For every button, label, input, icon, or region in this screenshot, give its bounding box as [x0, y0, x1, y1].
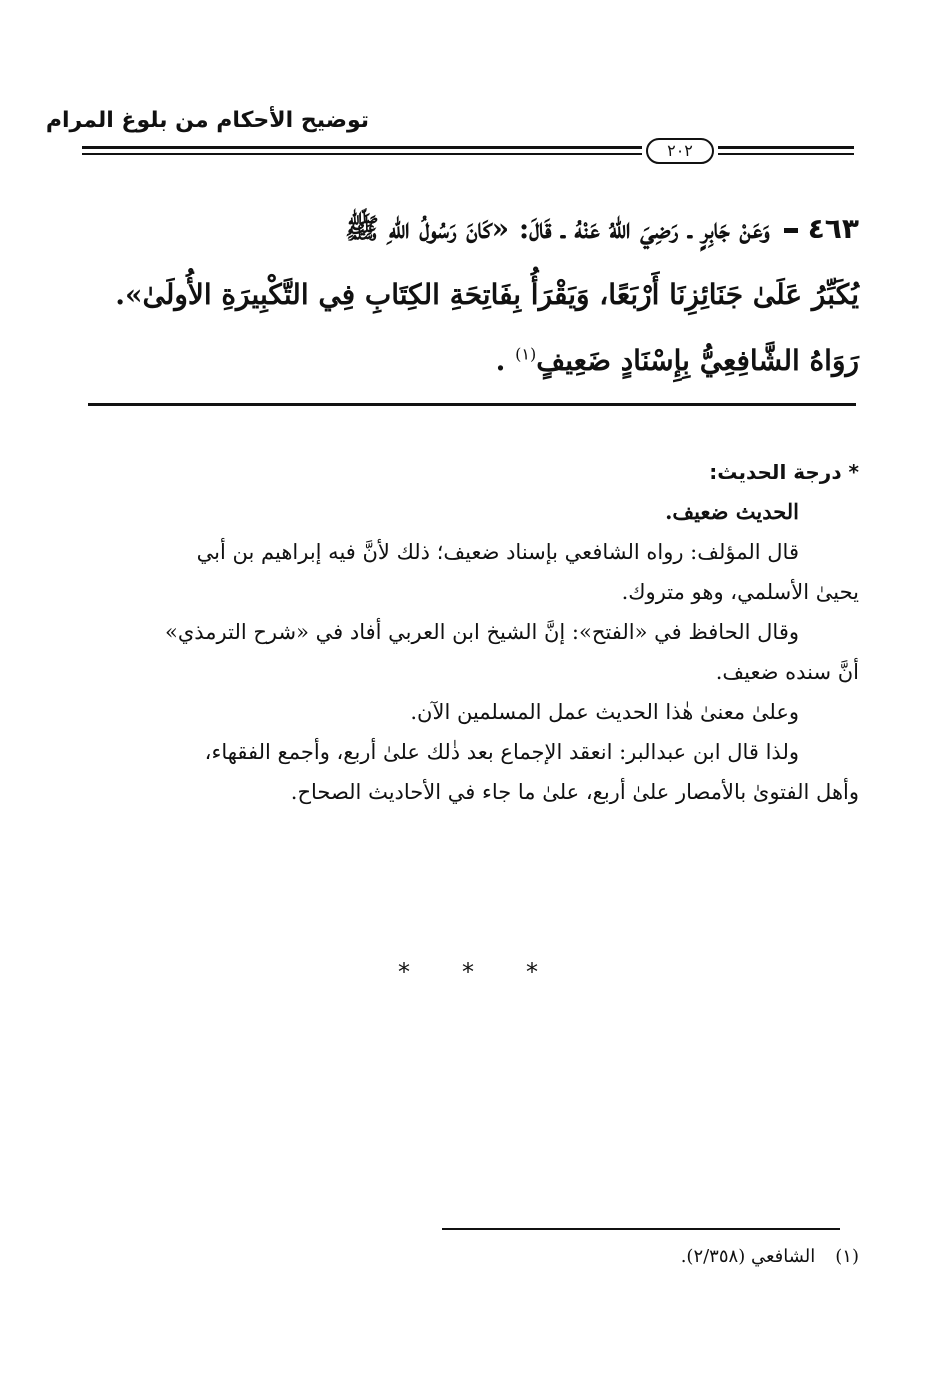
commentary-p1-line1: قال المؤلف: رواه الشافعي بإسناد ضعيف؛ ذلك لأنَّ فيه إبراهيم بن أبي: [196, 540, 799, 564]
hadith-line-1: [80, 196, 859, 262]
running-header-title: توضيح الأحكام من بلوغ المرام: [45, 108, 369, 133]
header-rule-left: [82, 140, 642, 162]
footnote-reference[interactable]: (١): [515, 344, 537, 364]
hadith-number: ٤٦٣: [807, 212, 859, 245]
footnote: [359, 1246, 859, 1267]
footnote-text: الشافعي (٢/٣٥٨).: [680, 1246, 816, 1267]
commentary-p1-line2: يحيىٰ الأسلمي، وهو متروك.: [621, 580, 859, 604]
star-divider: [398, 958, 538, 986]
hadith-verdict: الحديث ضعيف.: [665, 499, 799, 524]
commentary-p4-line1: ولذا قال ابن عبدالبر: انعقد الإجماع بعد ذٰلك علىٰ أربع، وأجمع الفقهاء،: [204, 740, 799, 764]
hadith-line-3-text: رَوَاهُ الشَّافِعِيُّ بِإِسْنَادٍ ضَعِيفٍ: [536, 344, 859, 377]
section-heading: * درجة الحديث:: [709, 460, 859, 484]
star-3: *: [526, 958, 538, 986]
hadith-line-1-text: وَعَنْ جَابِرٍ ـ رَضِيَ اللهُ عَنْهُ ـ قَالَ: «كَانَ رَسُولُ اللهِ ﷺ: [345, 212, 770, 245]
commentary-p2-line1: وقال الحافظ في «الفتح»: إنَّ الشيخ ابن العربي أفاد في «شرح الترمذي»: [164, 620, 799, 644]
commentary-p4-line2: وأهل الفتوىٰ بالأمصار علىٰ أربع، علىٰ ما جاء في الأحاديث الصحاح.: [290, 780, 859, 804]
footnote-mark: (١): [835, 1246, 859, 1267]
commentary-p2-line2: أنَّ سنده ضعيف.: [715, 660, 859, 684]
star-1: *: [398, 958, 410, 986]
number-dash: [784, 228, 798, 233]
hadith-line-3-end: .: [495, 344, 506, 377]
hadith-line-2: يُكَبِّرُ عَلَىٰ جَنَائِزِنَا أَرْبَعًا، وَيَقْرَأُ بِفَاتِحَةِ الكِتَابِ فِي التَّكْبِيرَةِ الأُولَىٰ».: [115, 278, 859, 311]
commentary: [82, 452, 859, 812]
footnote-rule: [442, 1228, 840, 1230]
commentary-p3-line1: وعلىٰ معنىٰ هٰذا الحديث عمل المسلمين الآن.: [410, 700, 799, 724]
section-divider: [88, 403, 856, 406]
header-rule-right: [718, 140, 854, 162]
hadith-line-3: [80, 328, 859, 394]
page-number: ٢٠٢: [646, 138, 714, 164]
star-2: *: [462, 958, 474, 986]
hadith-text: [80, 196, 859, 394]
